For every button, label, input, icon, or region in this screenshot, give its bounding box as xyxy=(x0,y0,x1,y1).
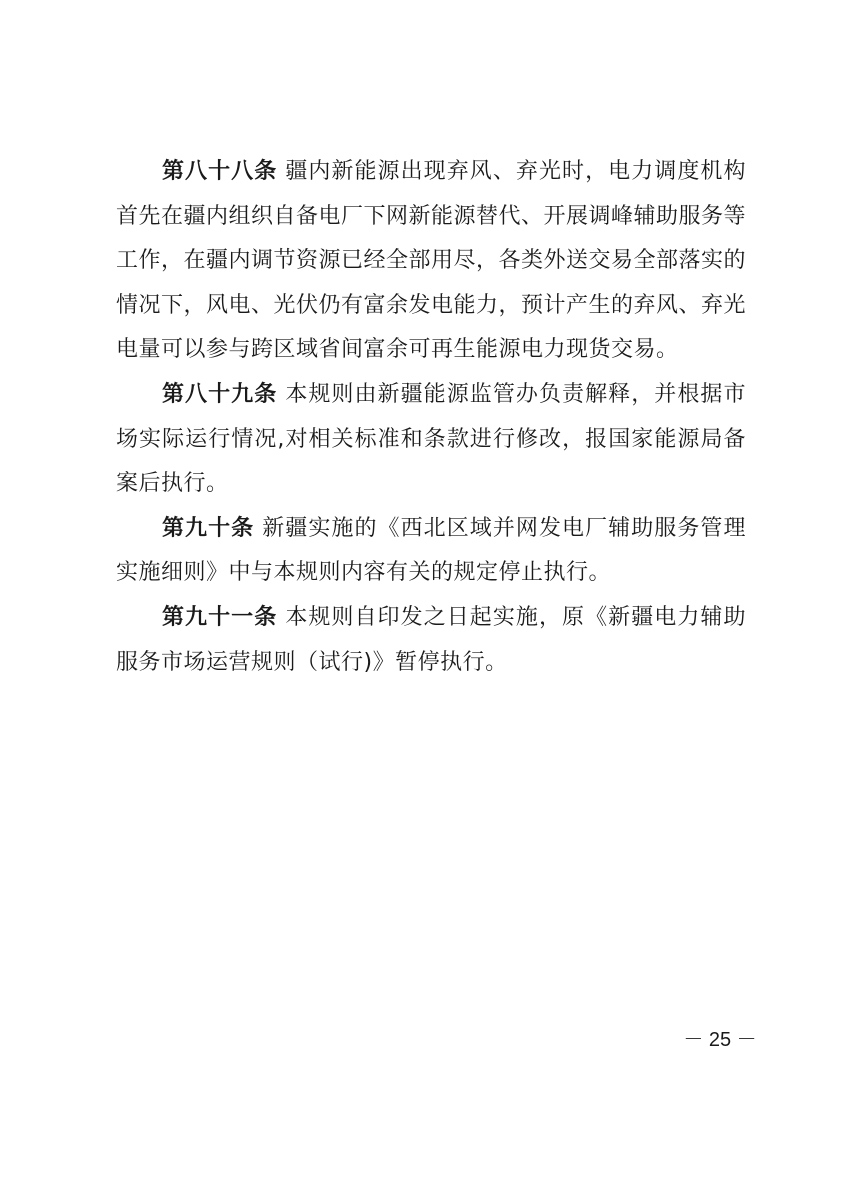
article-text: 疆内新能源出现弃风、弃光时，电力调度机构首先在疆内组织自备电厂下网新能源替代、开展调峰辅助服务等工作，在疆内调节资源已经全部用尽，各类外送交易全部落实的情况下，风电、光伏仍有富余发电能力，预计产生的弃风、弃光电量可以参与跨区域省间富余可再生能源电力现货交易。 xyxy=(116,159,747,363)
article-89 xyxy=(116,373,746,507)
article-91 xyxy=(116,596,746,685)
article-number: 第八十九条 xyxy=(162,381,278,407)
article-number: 第八十八条 xyxy=(162,159,278,184)
article-88 xyxy=(116,150,746,373)
article-90 xyxy=(116,507,746,596)
article-text: 本规则自印发之日起实施，原《新疆电力辅助服务市场运营规则（试行)》暂停执行。 xyxy=(116,604,746,675)
article-text: 新疆实施的《西北区域并网发电厂辅助服务管理实施细则》中与本规则内容有关的规定停止执行。 xyxy=(116,515,746,586)
article-text: 本规则由新疆能源监管办负责解释，并根据市场实际运行情况,对相关标准和条款进行修改，报国家能源局备案后执行。 xyxy=(116,381,746,497)
article-number: 第九十条 xyxy=(162,515,255,541)
article-number: 第九十一条 xyxy=(162,604,278,630)
page-number: － 25 － xyxy=(683,1029,757,1051)
document-body xyxy=(116,150,746,685)
